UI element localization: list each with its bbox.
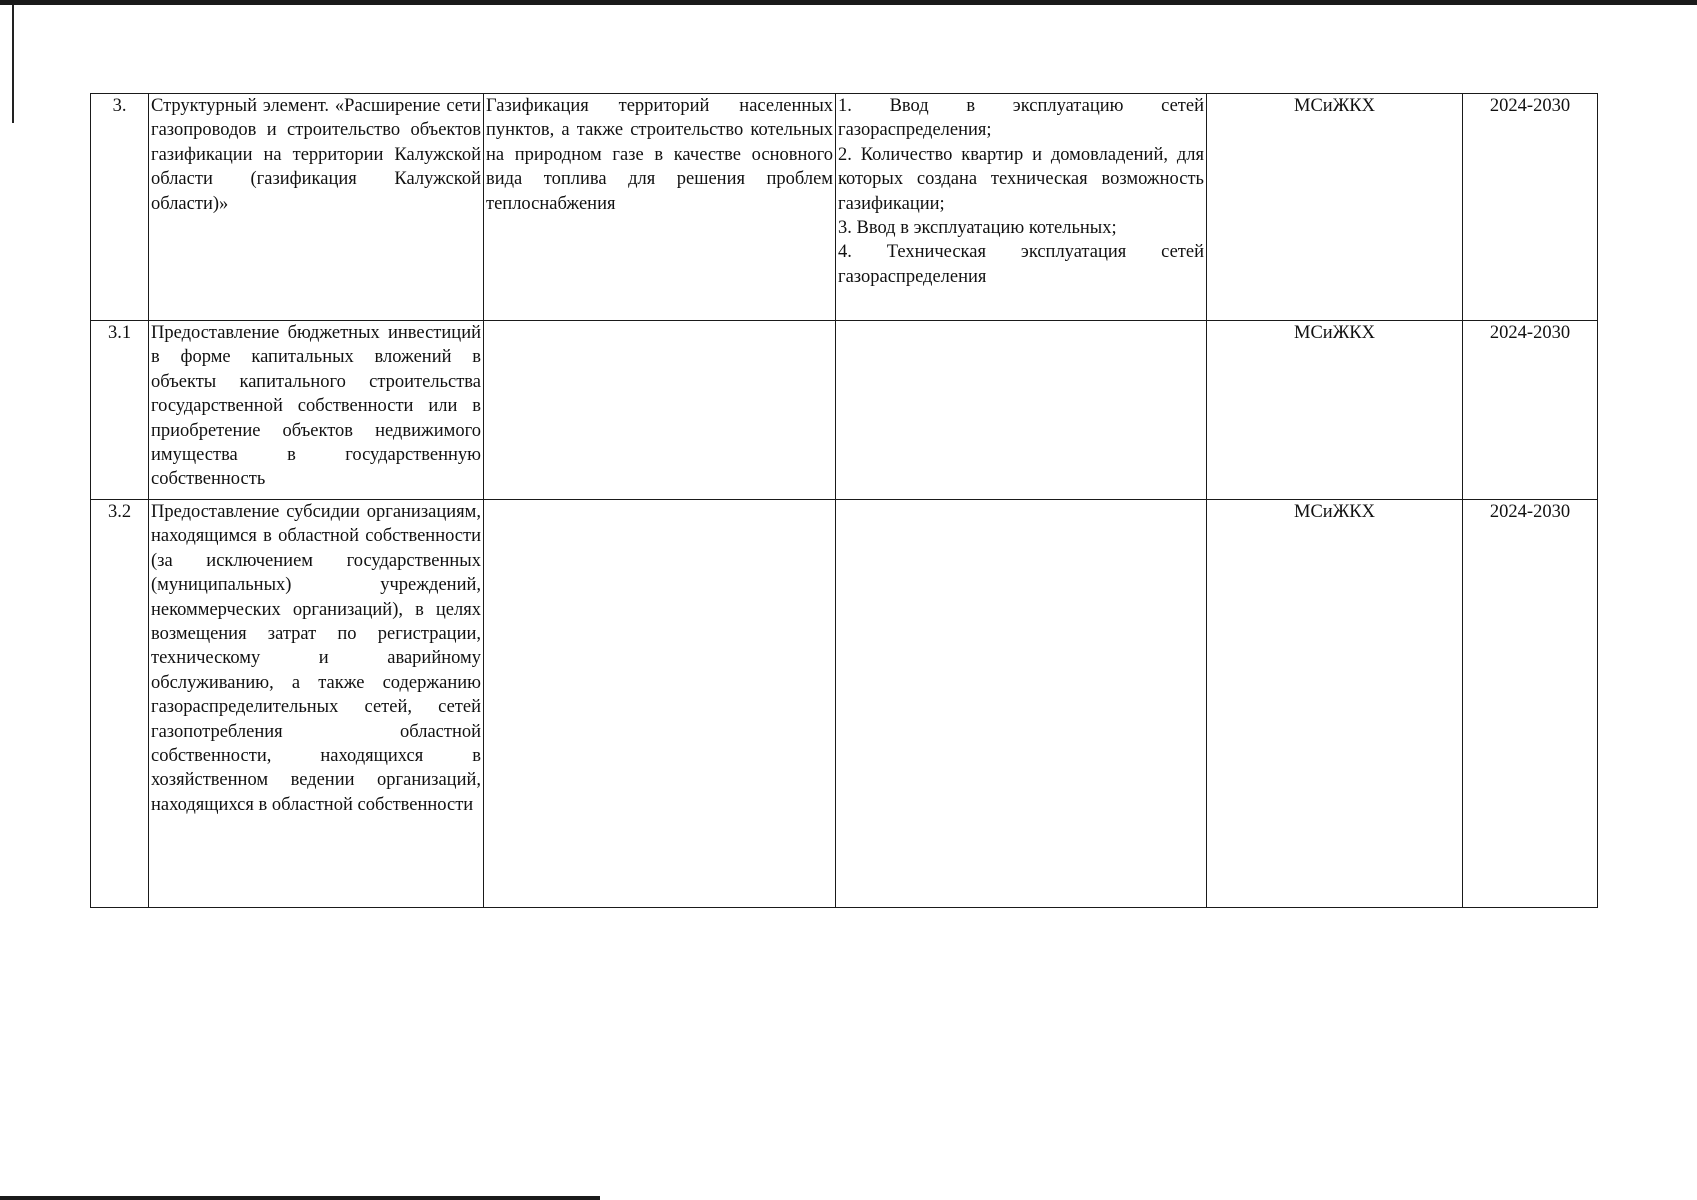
responsible-cell: МСиЖКХ: [1207, 321, 1463, 500]
indicators-cell: [836, 94, 1207, 321]
scan-edge-top: [0, 0, 1697, 5]
task-cell: [484, 500, 836, 908]
responsible-cell: МСиЖКХ: [1207, 94, 1463, 321]
row-number: 3.2: [91, 500, 149, 908]
table-row: [91, 321, 1598, 500]
row-number: 3.: [91, 94, 149, 321]
indicator-item: 4. Техническая эксплуатация сетей газораспределения: [838, 242, 1204, 287]
indicator-item: 3. Ввод в эксплуатацию котельных;: [838, 218, 1117, 239]
task-cell: [484, 321, 836, 500]
period-cell: 2024-2030: [1463, 500, 1598, 908]
table-row: [91, 500, 1598, 908]
structural-element-cell: Предоставление субсидии организациям, находящимся в областной собственности (за исключением государственных (муниципальных) учреждений, некоммерческих организаций), в целях возмещения затрат по регистрации, техническому и аварийному обслуживанию, а также содержанию газораспределительных сетей, сетей газопотребления областной собственности, находящихся в хозяйственном ведении организаций, находящихся в областной собственности: [149, 500, 484, 908]
period-cell: 2024-2030: [1463, 94, 1598, 321]
period-cell: 2024-2030: [1463, 321, 1598, 500]
structural-element-cell: Структурный элемент. «Расширение сети газопроводов и строительство объектов газификации на территории Калужской области (газификация Калужской области)»: [149, 94, 484, 321]
indicators-cell: [836, 321, 1207, 500]
scan-edge-bottom: [0, 1196, 600, 1200]
row-number: 3.1: [91, 321, 149, 500]
scan-edge-left: [12, 5, 14, 123]
program-structure-table: [90, 93, 1598, 908]
task-cell: Газификация территорий населенных пунктов, а также строительство котельных на природном газе в качестве основного вида топлива для решения проблем теплоснабжения: [484, 94, 836, 321]
structural-element-cell: Предоставление бюджетных инвестиций в форме капитальных вложений в объекты капитального строительства государственной собственности или в приобретение объектов недвижимого имущества в государственную собственность: [149, 321, 484, 500]
indicators-cell: [836, 500, 1207, 908]
indicator-item: 2. Количество квартир и домовладений, для которых создана техническая возможность газификации;: [838, 144, 1204, 214]
indicator-item: 1. Ввод в эксплуатацию сетей газораспределения;: [838, 96, 1204, 141]
responsible-cell: МСиЖКХ: [1207, 500, 1463, 908]
table-row: [91, 94, 1598, 321]
